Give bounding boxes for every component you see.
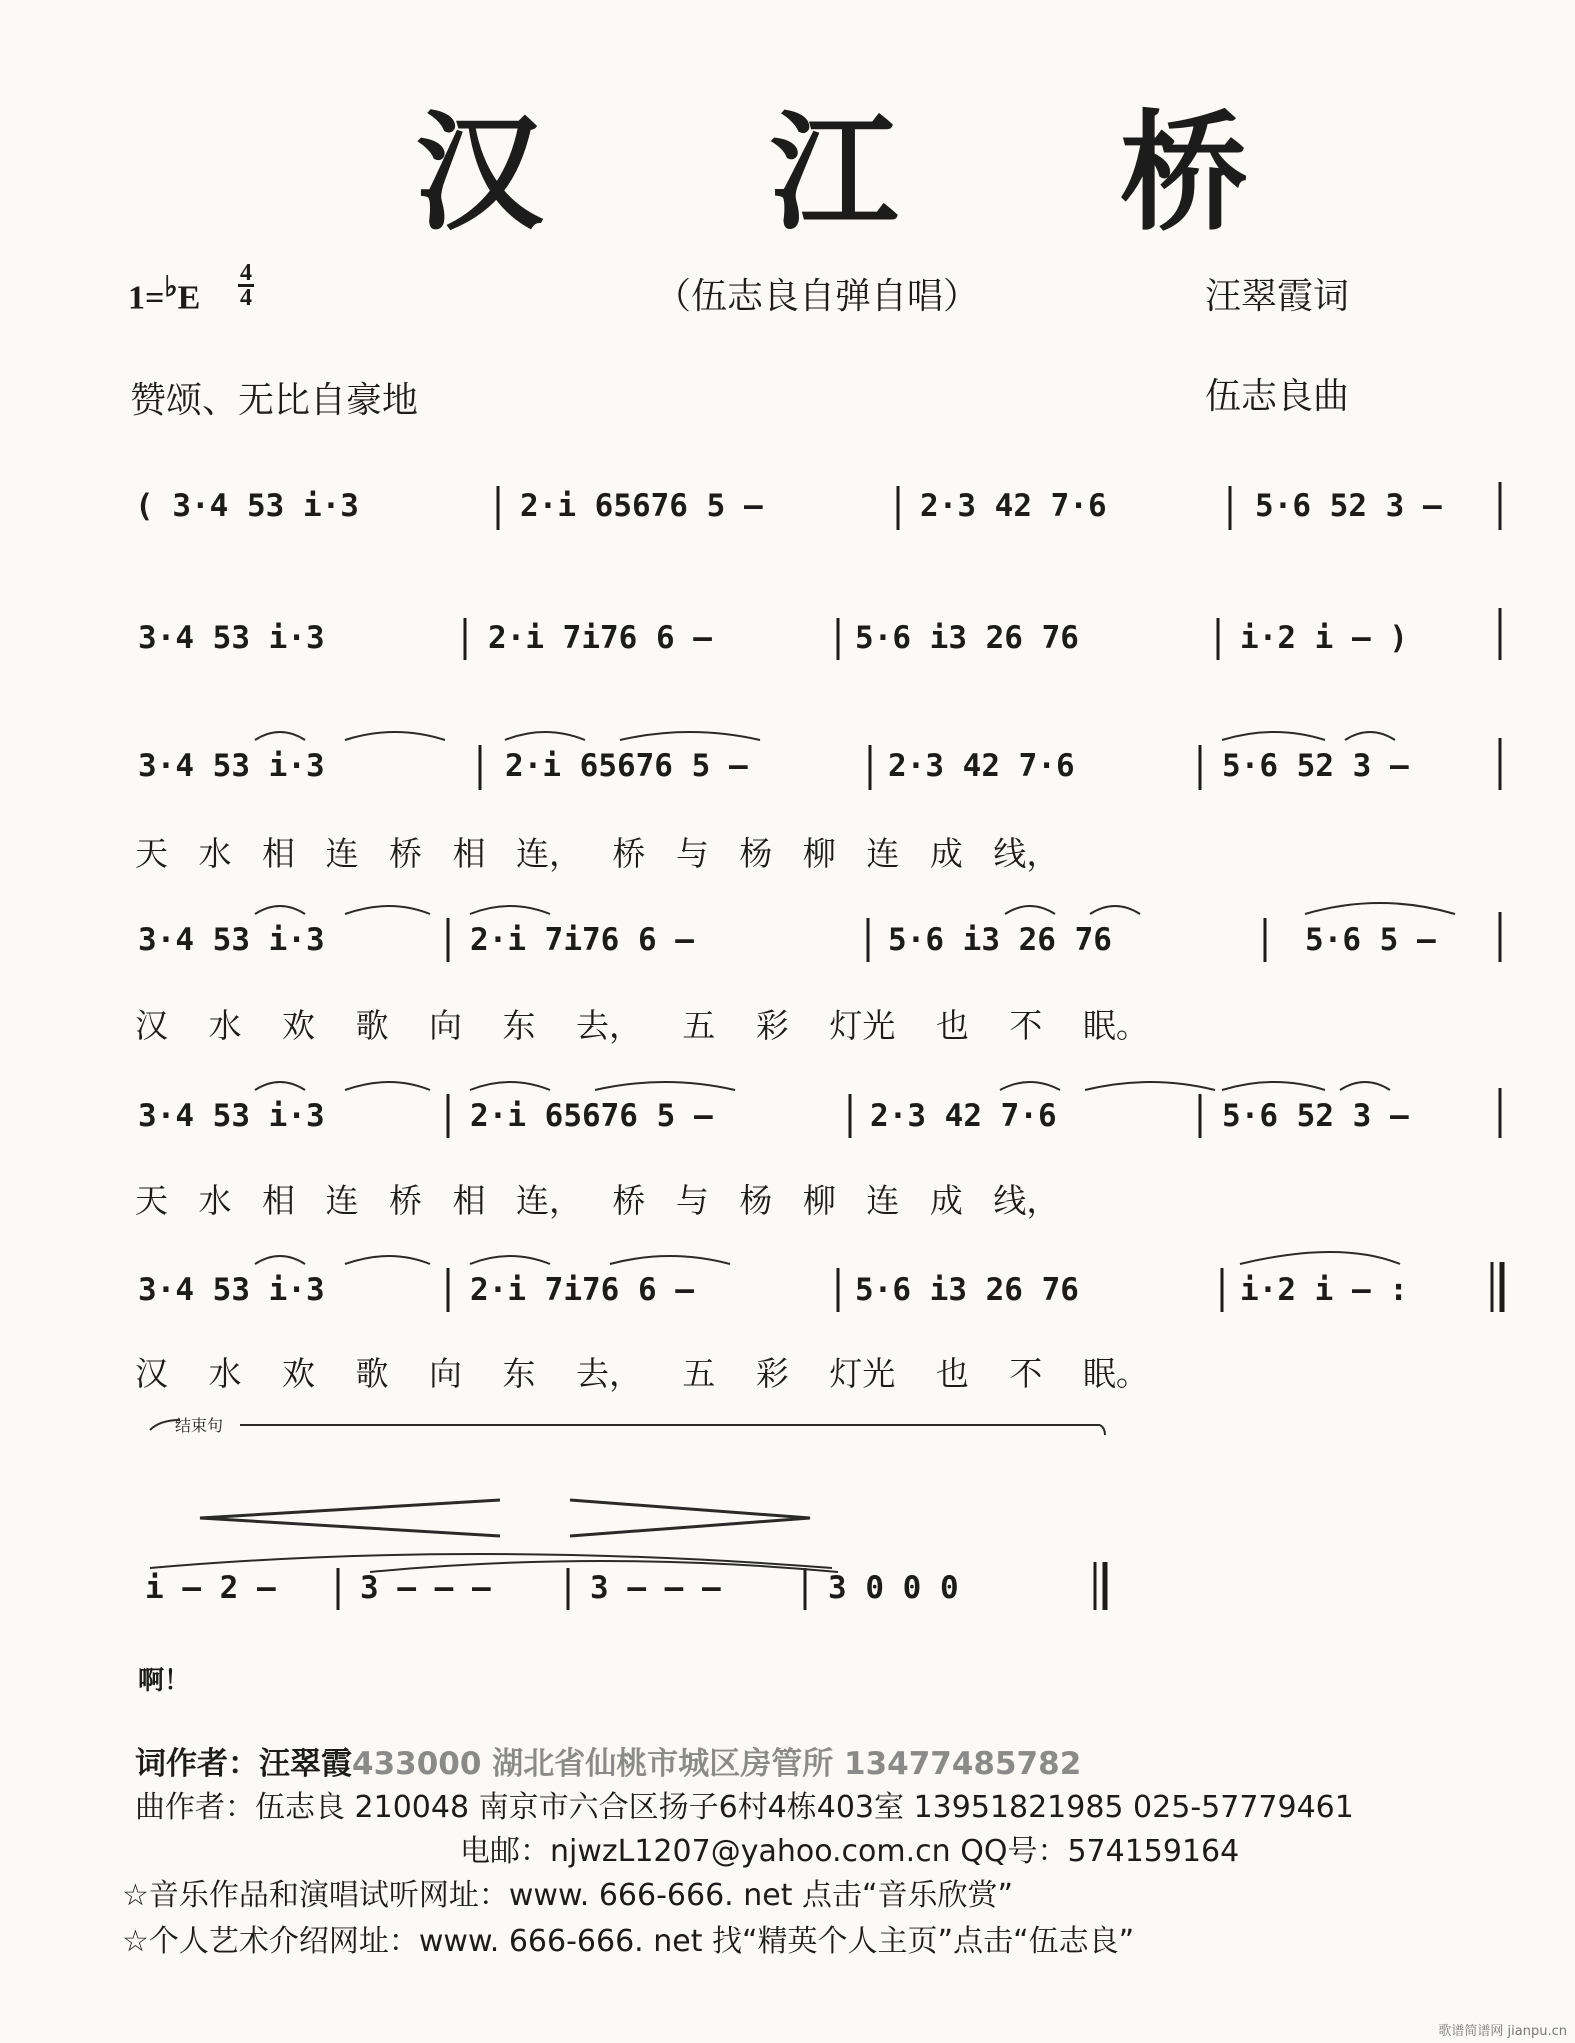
decrescendo-hairpin — [570, 1500, 810, 1536]
ending-measure: 3 – – – — [590, 1570, 721, 1606]
measure: 3·4 53 i·3 — [138, 620, 325, 656]
slur — [345, 906, 430, 914]
measure: 2·3 42 7·6 — [870, 1098, 1057, 1134]
measure: 3·4 53 i·3 — [138, 748, 325, 784]
title-char-1: 汉 — [415, 98, 544, 248]
measure: 2·i 65676 5 – — [520, 488, 763, 524]
slur — [1222, 1082, 1325, 1090]
lyric-line: 天 水 相 连 桥 相 连， 桥 与 杨 柳 连 成 线， — [135, 1181, 1060, 1220]
lyric-line: 汉 水 欢 歌 向 东 去， 五 彩 灯光 也 不 眠。 — [135, 1354, 1149, 1393]
slur — [255, 1256, 305, 1264]
slur — [345, 1256, 430, 1264]
tie — [150, 1554, 832, 1568]
measure: 3·4 53 i·3 — [138, 922, 325, 958]
contact-info: 电邮：njwzL1207@yahoo.com.cn QQ号：574159164 — [460, 1834, 1240, 1869]
measure: ( 3·4 53 i·3 — [135, 488, 359, 524]
slur — [1345, 732, 1395, 740]
ending-measure: 3 – – – — [360, 1570, 491, 1606]
slur — [470, 1256, 550, 1264]
key-signature: 1=♭E — [128, 272, 201, 317]
slur — [1085, 1082, 1215, 1090]
measure: 5·6 52 3 – — [1222, 748, 1409, 784]
slur — [255, 906, 305, 914]
slur — [610, 1256, 730, 1264]
slur — [1222, 732, 1325, 740]
slur — [255, 732, 305, 740]
ending-measure: i – 2 – — [145, 1570, 276, 1606]
measure: 5·6 52 3 – — [1255, 488, 1442, 524]
lyric-line: 天 水 相 连 桥 相 连， 桥 与 杨 柳 连 成 线， — [135, 834, 1060, 873]
performer-note: （伍志良自弹自唱） — [655, 276, 980, 317]
measure: 5·6 i3 26 76 — [888, 922, 1112, 958]
ending-bracket — [150, 1420, 180, 1430]
measure: 5·6 i3 26 76 — [855, 620, 1079, 656]
slur — [1240, 1252, 1400, 1264]
measure: 5·6 52 3 – — [1222, 1098, 1409, 1134]
listen-url-note: ☆音乐作品和演唱试听网址：www. 666-666. net 点击“音乐欣赏” — [122, 1878, 1014, 1913]
measure: i·2 i – : — [1240, 1272, 1408, 1308]
ending-measure: 3 0 0 0 — [828, 1570, 959, 1606]
lyric-line: 汉 水 欢 歌 向 东 去， 五 彩 灯光 也 不 眠。 — [135, 1006, 1149, 1045]
slur — [1005, 906, 1055, 914]
slur — [620, 732, 760, 740]
ending-lyric: 啊！ — [138, 1666, 191, 1696]
ending-bracket — [1100, 1425, 1105, 1435]
crescendo-hairpin — [200, 1500, 500, 1536]
time-signature: $\frac{4}{4}$ — [240, 260, 252, 311]
measure: 2·i 7i76 6 – — [470, 922, 694, 958]
title-char-3: 桥 — [1120, 98, 1249, 248]
measure: 3·4 53 i·3 — [138, 1272, 325, 1308]
measure: 2·i 65676 5 – — [505, 748, 748, 784]
ending-label: 结束句 — [175, 1416, 224, 1435]
measure: i·2 i – ) — [1240, 620, 1408, 656]
measure: 2·i 7i76 6 – — [470, 1272, 694, 1308]
measure: 2·i 65676 5 – — [470, 1098, 713, 1134]
measure: 2·3 42 7·6 — [888, 748, 1075, 784]
watermark: 歌谱简谱网 jianpu.cn — [1438, 2024, 1567, 2039]
slur — [1000, 1082, 1060, 1090]
slur — [1305, 903, 1455, 914]
slur — [1340, 1082, 1390, 1090]
slur — [1090, 906, 1140, 914]
measure: 2·3 42 7·6 — [920, 488, 1107, 524]
slur — [595, 1082, 735, 1090]
slur — [345, 1082, 430, 1090]
slur — [255, 1082, 305, 1090]
lyricist: 汪翠霞词 — [1205, 276, 1350, 317]
measure: 2·i 7i76 6 – — [488, 620, 712, 656]
title-char-2: 江 — [770, 98, 899, 248]
slur — [505, 732, 585, 740]
measure: 5·6 i3 26 76 — [855, 1272, 1079, 1308]
slur — [470, 1082, 550, 1090]
profile-url-note: ☆个人艺术介绍网址：www. 666-666. net 找“精英个人主页”点击“伍志良” — [122, 1924, 1135, 1959]
measure: 5·6 5 – — [1305, 922, 1436, 958]
measure: 3·4 53 i·3 — [138, 1098, 325, 1134]
slur — [470, 906, 550, 914]
composer: 伍志良曲 — [1205, 376, 1350, 417]
slur — [345, 732, 445, 740]
composer-info: 曲作者：伍志良 210048 南京市六合区扬子6村4栋403室 13951821985 025-57779461 — [135, 1790, 1354, 1825]
lyricist-info: 词作者：汪翠霞433000 湖北省仙桃市城区房管所 13477485782 — [135, 1746, 1082, 1782]
tempo-marking: 赞颂、无比自豪地 — [130, 380, 419, 421]
